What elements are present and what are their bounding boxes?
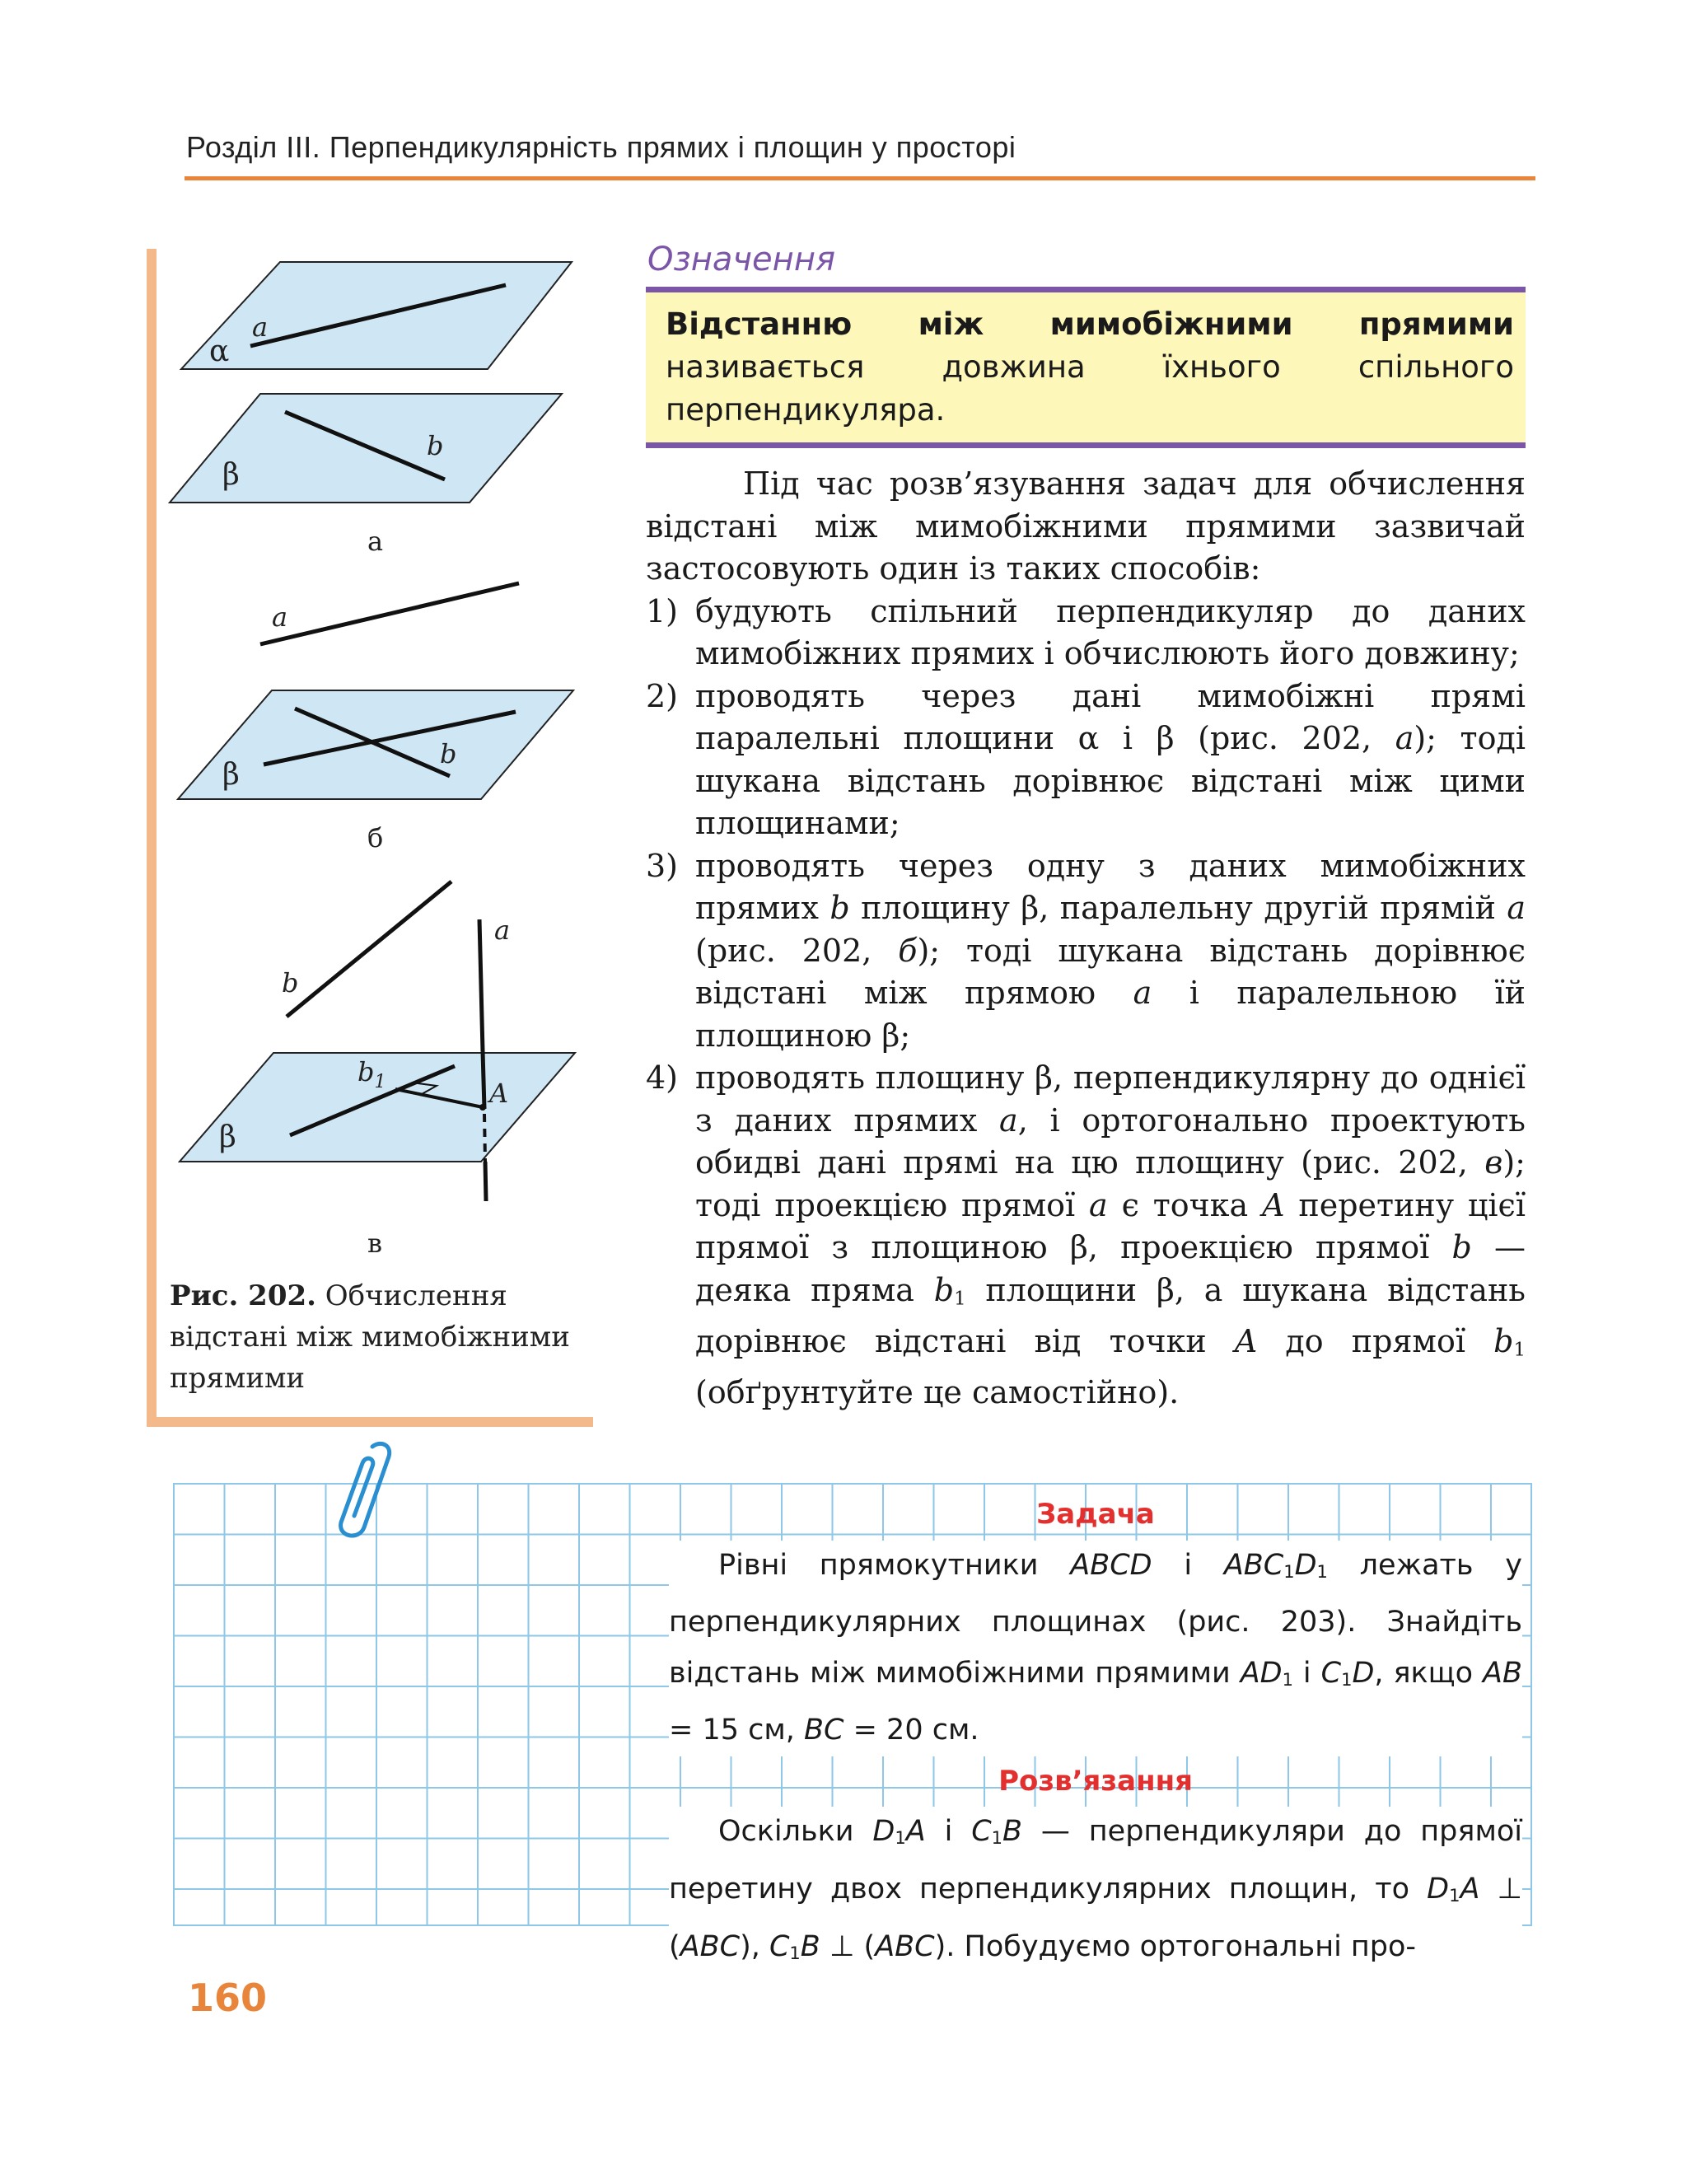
task-heading: Задача	[1036, 1498, 1155, 1531]
list-item	[646, 591, 1526, 676]
figure-caption	[170, 1275, 582, 1399]
header-rule	[185, 176, 1535, 180]
label-beta: β	[222, 458, 240, 492]
list-item	[646, 845, 1526, 1058]
caption-label: Рис. 202.	[170, 1279, 316, 1312]
list-item-number: 1)	[646, 592, 679, 629]
list-item-number: 2)	[646, 677, 679, 714]
line-a-lower	[485, 1162, 486, 1201]
task-text: Рівні прямокутники ABCD і $ABC_1D_1$ лежать у перпендикулярних площинах (рис. 203). Знайдіть відстань між мимобіжними прямими $AD_1$ і $C_1D$, якщо AB = 15 см, BC = 20 см.	[669, 1541, 1522, 1756]
list-item	[646, 1057, 1526, 1414]
label-a: a	[494, 914, 511, 946]
label-b: b	[427, 430, 444, 461]
line-b	[287, 882, 451, 1017]
list-item	[646, 676, 1526, 845]
subfigure-c	[180, 882, 575, 1259]
running-header: Розділ III. Перпендикулярність прямих і площин у просторі	[186, 130, 1016, 164]
paperclip-icon	[326, 1435, 400, 1542]
solution-text: Оскільки $D_1A$ і $C_1B$ — перпендикуляри до прямої перетину двох перпендикулярних площин, то $D_1A$ ⊥ (ABC), $C_1B$ ⊥ (ABC). Побудуємо ортогональні про-	[669, 1807, 1522, 1979]
definition-text	[666, 303, 1514, 432]
list-item-number: 4)	[646, 1059, 679, 1096]
caption-text: Обчислення відстані між мимобіжними прямими	[170, 1279, 570, 1395]
label-alpha: α	[209, 334, 230, 368]
subfigure-label-b: б	[367, 822, 384, 853]
label-b: b	[440, 738, 457, 769]
plane-beta	[180, 1053, 575, 1162]
subfigure-a	[170, 262, 572, 557]
subfigure-b	[178, 583, 573, 853]
label-b: b	[282, 967, 299, 998]
solution-heading: Розв’язання	[998, 1764, 1193, 1798]
line-a-through-plane	[483, 1051, 484, 1109]
definition-heading: Означення	[647, 241, 836, 278]
body-text	[646, 463, 1526, 1414]
list-item-text: проводять через одну з даних мимобіжних прямих b площину β, паралельну другій прямій a (рис. 202, б); тоді шукана відстань дорівнює відстані між прямою a і паралельною їй площиною β;	[695, 847, 1526, 1054]
intro-paragraph: Під час розв’язування задач для обчислення відстані між мимобіжними прямими зазвичай застосовують один із таких способів:	[646, 465, 1526, 587]
definition-body: називається довжина їхнього спільного перпендикуляра.	[666, 349, 1514, 428]
list-item-text: будують спільний перпендикуляр до даних мимобіжних прямих і обчислюють його довжину;	[695, 592, 1526, 671]
label-a: a	[252, 311, 269, 343]
line-a-upper	[479, 919, 483, 1051]
line-a	[260, 583, 519, 644]
list-item-text: проводять площину β, перпендикулярну до однієї з даних прямих a, і ортогонально проектують обидві дані прямі на цю площину (рис. 202, в); тоді проекцією прямої a є точка A перетину цієї прямої з площиною β, проекцією прямої b — деяка пряма $b_1$ площини β, а шукана відстань дорівнює відстані від точки A до прямої $b_1$ (обґрунтуйте це самостійно).	[695, 1059, 1526, 1410]
point-A	[479, 1104, 486, 1111]
label-beta: β	[219, 1120, 236, 1154]
label-beta: β	[222, 758, 240, 792]
subfigure-label-c: в	[367, 1228, 383, 1259]
page-number: 160	[188, 1976, 268, 2020]
label-A: A	[489, 1078, 509, 1109]
problem-block	[669, 1490, 1522, 1979]
label-a: a	[272, 601, 288, 633]
list-item-number: 3)	[646, 847, 679, 884]
label-b1: $b_1$	[357, 1056, 386, 1092]
list-item-text: проводять через дані мимобіжні прямі паралельні площини α і β (рис. 202, а); тоді шукана відстань дорівнює відстані між цими площинами;	[695, 677, 1526, 841]
figure-202	[157, 249, 583, 1369]
definition-term: Відстанню між мимобіжними прямими	[666, 306, 1514, 342]
subfigure-label-a: а	[367, 526, 384, 557]
